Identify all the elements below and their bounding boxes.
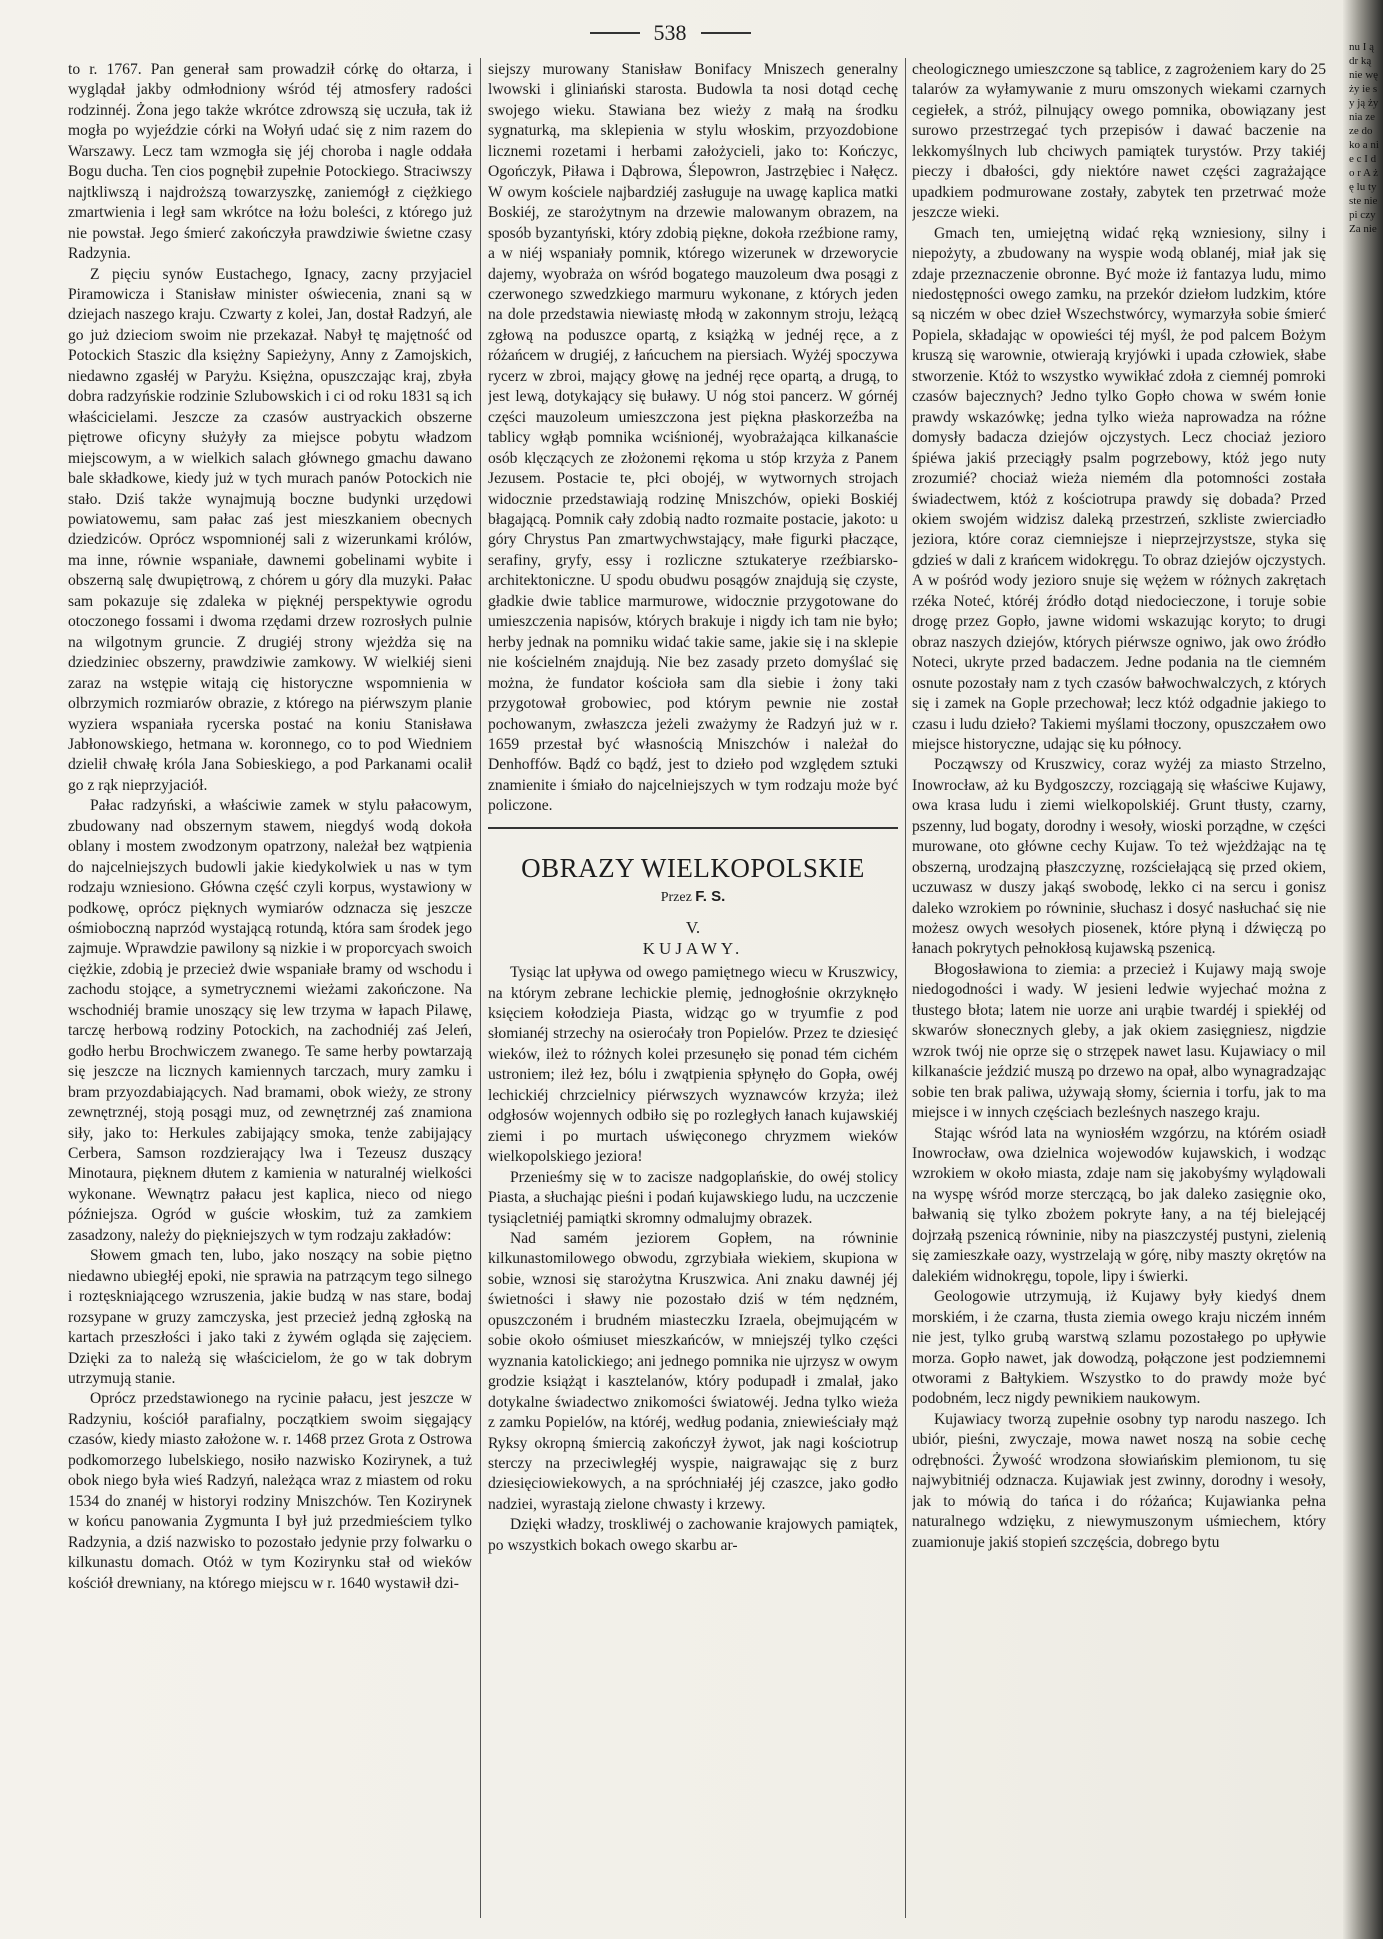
paragraph: Gmach ten, umiejętną widać ręką wzniesiony, silny i niepożyty, a zbudowany na wyspie wodą oblanéj, miał jak się zdaje przeznaczenie obronne. Być może iż fantazya ludu, mimo niedostępności owego zamku, na przekór dziełom ludzkim, które są niczém w obec dzieł Wszechstwórcy, wymarzyła sobie śmierć Popiela, składając w opowieści téj myśl, że pod palcem Bożym kruszą się warownie, otwierają kryjówki i upada człowiek, słabe stworzenie. Któż to wszystko wywikłać zdoła z ciemnéj pomroki czasów bajecznych? Jedno tylko Gopło chowa w swém łonie prawdy wskazówkę; jedna tylko wieża naprowadza na różne domysły badacza dziejów ojczystych. Lecz chociaż jezioro śpiéwa jakiś przeciągły psalm pogrzebowy, któż jego nuty zrozumié? chociaż wieża niemém dla potomności została świadectwem, któż z kościotrupa prawdy się dobada? Przed okiem swojém widzisz daleką przestrzeń, szkliste zwierciadło jeziora, które coraz ciemniejsze i nieprzejrzystsze, styka się gdzieś w dali z krańcem widokręgu. To obraz dziejów ojczystych. A w pośród wody jezioro snuje się wężem w różnych zakrętach rzéka Noteć, któréj źródło dotąd niedocieczone, i toruje sobie drogę przez Gopło, jawne widomi wskazując koryto; to drugi obraz naszych dziejów, których piérwsze ogniwo, jak owo źródło Noteci, ukryte przed badaczem. Jedne podania na tle ciemném osnute pozostały nam z tych czasów bałwochwalczych, z których się i zamek na Gople przechował; lecz któż odgadnie jakiego to czasu i ludu dzieło? Takiemi myślami tłoczony, opuszczałem owo miejsce historyczne, udając się ku północy. bbox=[912, 224, 1326, 753]
next-page-fragment: nu I ą dr ką nie wę ży ie sy ją ży nia ze ze do ko a nie c I do r A żę lu ty ste nie pi czy Za nie bbox=[1349, 41, 1379, 235]
paragraph: to r. 1767. Pan generał sam prowadził córkę do ołtarza, i wyglądał jakby odmłodniony wśród téj atmosfery radości rodzinnéj. Żona jego także wkrótce zdrowszą się uczuła, tak iż mogła po wyjeździe córki na Wołyń udać się z nim razem do Warszawy. Lecz tam wzmogła się jéj choroba i nagle oddała Bogu ducha. Ten cios pognębił zupełnie Potockiego. Straciwszy najtkliwszą i najdroższą towarzyszkę, zaniemógł z ciężkiego zmartwienia i legł sam wkrótce na łożu boleści, z którego już nie powstał. Jego śmierć zakończyła prawdziwie świetne czasy Radzynia. bbox=[68, 61, 472, 263]
column-divider bbox=[905, 58, 906, 1918]
page-binding-edge bbox=[1343, 0, 1383, 1939]
section-number: V. bbox=[685, 918, 701, 938]
column-1 bbox=[68, 60, 472, 1920]
header-rule-right bbox=[701, 32, 751, 34]
paragraph: Pałac radzyński, a właściwie zamek w stylu pałacowym, zbudowany nad obszernym stawem, niegdyś wodą dokoła oblany i mostem zwodzonym opatrzony, należał bez wątpienia do najcelniejszych budowli jakie kiedykolwiek u nas w tym rodzaju wzniesiono. Główna część czyli korpus, wystawiony w podkowę, oprócz pięknych wymiarów odznacza się jeszcze ośmioboczną naprzód wystającą rotundą, która sam środek jego zajmuje. Wprawdzie pawilony są nizkie i w proporcyach swoich ciężkie, zdobią je przecież dwie wspaniałe bramy od wschodu i zachodu stojące, a symetrycznemi wieżami zakończone. Na wschodniéj bramie unoszący się lew trzyma w łapach Pilawę, tarczę herbową rodziny Potockich, na zachodniéj zaś Jeleń, godło herbu Brochwiczem zwanego. Te same herby powtarzają się jeszcze na licznych kamiennych tarczach, mury zamku i bram przyozdabiających. Nad bramami, obok wieży, ze strony zewnętrznéj, stoją posągi muz, od zewnętrznéj zaś znamiona siły, jako to: Herkules zabijający smoka, tenże zabijający Cerbera, Samson rozdzierający lwa i Tezeusz duszący Minotaura, pięknem dłutem z kamienia w naturalnéj wielkości wykonane. Wewnątrz pałacu jest kaplica, nieco od niego późniejsza. Ogród w guście włoskim, tuż za zamkiem zasadzony, należy do piękniejszych w tym rodzaju zakładów: bbox=[68, 797, 472, 1244]
column-3 bbox=[912, 60, 1326, 1920]
byline-prefix: Przez bbox=[660, 889, 692, 905]
page-number: 538 bbox=[653, 20, 687, 45]
paragraph: cheologicznego umieszczone są tablice, z zagrożeniem kary do 25 talarów za wyłamywanie z muru omszonych wiekami czarnych cegiełek, a stróż, pilnujący owego pomnika, obowiązany jest surowo przestrzegać tych przepisów i dawać baczenie na lekkomyślnych lub chciwych pamiątek turystów. Przy takiéj pieczy i dbałości, gdy niektóre nawet części zagrażające upadkiem podmurowane zostały, zabytek ten przetrwać może jeszcze wieki. bbox=[912, 61, 1326, 222]
paragraph: Stając wśród lata na wyniosłém wzgórzu, na którém osiadł Inowrocław, owa dzielnica wojewodów kujawskich, i wodząc wzrokiem w około miasta, zdaje nam się jakobyśmy wylądowali na wyspę wśród morze sterczącą, bo jak daleko zasięgnie oko, bałwanią się tylko zbożem pokryte łany, a na téj bielejącéj dojrzałą pszenicą równinie, niby na piaszczystéj pustyni, zielenią się zamieszkałe oazy, wystrzelają w górę, niby maszty okrętów na dalekiém widnokręgu, topole, lipy i świerki. bbox=[912, 1124, 1326, 1285]
paragraph: Przenieśmy się w to zacisze nadgoplańskie, do owéj stolicy Piasta, a słuchając pieśni i podań kujawskiego ludu, na uczczenie tysiącletniéj pamiątki skromny odmalujmy obrazek. bbox=[488, 1168, 898, 1227]
article-separator bbox=[488, 827, 898, 829]
paragraph: Słowem gmach ten, lubo, jako noszący na sobie piętno niedawno ubiegłéj epoki, nie sprawia na patrzącym tego silnego i roztęskniającego wzruszenia, jakie budzą w nas stare, bodaj rozsypane w gruzy zamczyska, jest przecież jedną zgłoską na kartach przeszłości i jako taki z żywém ogląda się zajęciem. Dzięki za to należą się właścicielom, że go w tak dobrym utrzymują stanie. bbox=[68, 1247, 472, 1387]
header-rule-left bbox=[590, 32, 640, 34]
article-title: OBRAZY WIELKOPOLSKIE bbox=[521, 852, 865, 883]
column-2 bbox=[488, 60, 898, 1920]
article-byline bbox=[488, 887, 898, 908]
column-divider bbox=[480, 58, 481, 1918]
paragraph: Geologowie utrzymują, iż Kujawy były kiedyś dnem morskiém, i że czarna, tłusta ziemia owego kraju niczém inném nie jest, tylko grubą warstwą szlamu pozostałego po upływie morza. Gopło nawet, jak dowodzą, połączone jest podziemnemi otworami z Bałtykiem. Wszystko to do prawdy może być podobném, lecz nigdy pewnikiem naukowym. bbox=[912, 1288, 1326, 1408]
paragraph: Kujawiacy tworzą zupełnie osobny typ narodu naszego. Ich ubiór, pieśni, zwyczaje, mowa nawet noszą na sobie cechę odrębności. Żywość wrodzona słowiańskim plemionom, tu się najwybitniéj odznacza. Kujawiak jest zwinny, dorodny i wesoły, jak to mówią do tańca i do różańca; Kujawianka pełna naturalnego wdzięku, z niewymuszonym uśmiechem, który zuamionuje jakiś stopień szczęścia, dobrego bytu bbox=[912, 1410, 1326, 1551]
paragraph: Począwszy od Kruszwicy, coraz wyżéj za miasto Strzelno, Inowrocław, aż ku Bydgoszczy, rozciągają się właściwe Kujawy, owa krasa ludu i ziemi wielkopolskiéj. Grunt tłusty, czarny, pszenny, lud bogaty, dorodny i wesoły, wioski porządne, w części murowane, oto główne cechy Kujaw. To też wjeżdżając na tę obszerną, urodzajną płaszczyznę, rozściełającą się przed okiem, uczuwasz w duszy jakąś swobodę, lekko ci na sercu i gonisz daleko wzrokiem po równinie, słuchasz i dosyć nasłuchać się nie możesz owych wesołych piosenek, które płyną i dźwięczą po łanach pokrytych pełnokłosą kujawską pszenicą. bbox=[912, 756, 1326, 958]
paragraph: Tysiąc lat upływa od owego pamiętnego wiecu w Kruszwicy, na którym zebrane lechickie plemię, jednogłośnie okrzyknęło księciem kołodzieja Piasta, widząc go w tryumfie z pod słomianéj strzechy na osieroćały tron Popielów. Przez te dziesięć wieków, ileż to różnych kolei przesunęło się ponad tém cichém ustroniem; ileż łez, bólu i zwątpienia spłynęło do Gopła, owéj lechickiéj chrzcielnicy piérwszych wyznawców krzyża; ileż odgłosów wojennych odbiło się po rozległych łanach kujawskiéj ziemi i po murtach uświęconego chryzmem wieków wielkopolskiego jeziora! bbox=[488, 964, 898, 1166]
paragraph: Nad samém jeziorem Gopłem, na równinie kilkunastomilowego obwodu, zgrzybiała wiekiem, skupiona w sobie, wznosi się starożytna Kruszwica. Ani znaku dawnéj jéj świetności i sławy nie pozostało dziś w tém nędzném, opuszczoném i brudném miasteczku Izraela, obejmującém w sobie około ośmiuset mieszkańców, w mniejszéj tylko części wyznania katolickiego; ani jednego pomnika nie ujrzysz w owym grodzie książąt i kasztelanów, który podupadł i zmalał, jako dotykalne świadectwo znikomości światowéj. Jedna tylko wieża z zamku Popielów, na któréj, według podania, zniewieściały mąż Ryksy okropną śmiercią zakończył żywot, jak nagi kościotrup sterczy na przeciwległéj wyspie, naigrawając się z burz dziesięciowiekowych, a na spróchniałéj jéj czaszce, jako godło nadziei, wyrastają zielone chwasty i krzewy. bbox=[488, 1230, 898, 1513]
paragraph: siejszy murowany Stanisław Bonifacy Mniszech generalny lwowski i gliniański starosta. Budowla ta nosi dotąd cechę swojego wieku. Stawiana bez wieży z małą na środku sygnaturką, ma sklepienia w stylu włoskim, przyozdobione licznemi rozetami i herbami założycieli, jako to: Kończyc, Ogończyk, Piława i Dąbrowa, Ślepowron, Jastrzębiec i Nałęcz. W owym kościele najbardziéj zasługuje na uwagę kaplica matki Boskiéj, ze starożytnym na drzewie malowanym obrazem, na sposób byzantyński, który zdobią piękne, dokoła rzeźbione ramy, a w niéj wspaniały pomnik, którego wizerunek w drzeworycie dajemy, wyobraża on wśród bogatego mauzoleum dwa posągi z czerwonego szwedzkiego marmuru wykonane, z których jeden na dole przedstawia niewiastę młodą w zakonnym stroju, leżącą zgłową na poduszce opartą, z książką w jednéj ręce, a z różańcem w drugiéj, z łańcuchem na piersiach. Wyżéj spoczywa rycerz w zbroi, mający głowę na jednéj ręce opartą, a drugą, to jest lewą, dotykający się buławy. U nóg stoi pancerz. W górnéj części mauzoleum umieszczona jest piękna płaskorzeźba na tablicy wgłąb pomnika wciśnionéj, wyobrażająca kilkanaście osób klęczących ze złożonemi rękoma u stóp krzyża z Panem Jezusem. Postacie te, płci obojéj, w wytwornych strojach widocznie przedstawiają rodzinę Mniszchów, opieki Boskiéj błagającą. Pomnik cały zdobią nadto rozmaite postacie, jakoto: u góry Chrystus Pan zmartwychwstający, małe figurki płaczące, serafiny, gryfy, essy i rozliczne sztukaterye rzeźbiarsko-architektoniczne. U spodu obudwu posągów znajdują się czyste, gładkie dwie tablice marmurowe, widocznie przygotowane do umieszczenia napisów, których brakuje i nigdy ich tam nie było; herby jednak na pomniku widać takie same, jakie się i na sklepie nie kościelném znajdują. Nie bez zasady przeto domyślać się można, że fundator kościoła sam dla siebie i żony taki przygotował grobowiec, pod którym pewnie nie został pochowanym, zwłaszcza jeżeli zważymy że Radzyń już w r. 1659 przestał być własnością Mniszchów i należał do Denhoffów. Bądź co bądź, jest to dzieło pod względem sztuki znamienite i śmiało do najcelniejszych w tym rodzaju może być policzone. bbox=[488, 61, 898, 815]
paragraph: Dzięki władzy, troskliwéj o zachowanie krajowych pamiątek, po wszystkich bokach owego skarbu ar- bbox=[488, 1516, 898, 1554]
byline-author: F. S. bbox=[695, 887, 726, 905]
page-header bbox=[0, 18, 1340, 48]
paragraph: Oprócz przedstawionego na rycinie pałacu, jest jeszcze w Radzyniu, kościół parafialny, początkiem swoim sięgający czasów, kiedy miasto założone w. r. 1468 przez Grota z Ostrowa podkomorzego lubelskiego, nosiło nazwisko Kozirynek, a tuż obok niego była wieś Radzyń, należąca wraz z miastem od roku 1534 do znanéj w historyi rodziny Mniszchów. Ten Kozirynek w końcu panowania Zygmunta I był już przedmieściem tylko Radzynia, a dziś nazwisko to pozostało jedynie przy folwarku o kilkunastu domach. Otóż w tym Kozirynku stał od wieków kościół drewniany, na którego miejscu w r. 1640 wystawił dzi- bbox=[68, 1390, 472, 1592]
paragraph: Błogosławiona to ziemia: a przecież i Kujawy mają swoje niedogodności i wady. W jesieni ledwie wyjechać można z tłustego błota; latem nie uorze ani urąbie twardéj i spiekłéj od skwarów słonecznych gleby, a jak okiem zasięgniesz, nigdzie wzrok twój nie oprze się o strzępek nawet lasu. Kujawiacy o mil kilkanaście jeździć muszą po drzewo na opał, albo wynagradzając sobie ten brak paliwa, używają słomy, ściernia i torfu, jak to ma miejsce i w innych częściach bezleśnych naszego kraju. bbox=[912, 960, 1326, 1122]
paragraph: Z pięciu synów Eustachego, Ignacy, zacny przyjaciel Piramowicza i Stanisław minister oświecenia, znani są w dziejach naszego kraju. Czwarty z kolei, Jan, dostał Radzyń, ale go już dzieciom swoim nie przekazał. Nabył tę majętność od Potockich Staszic dla księżny Sapieżyny, Anny z Zamojskich, niedawno zgasłéj w Paryżu. Księżna, opuszczając kraj, zbyła dobra radzyńskie rodzinie Szlubowskich i ci od roku 1831 są ich właścicielami. Jeszcze za czasów austryackich obszerne piętrowe oficyny służyły za miejsce pobytu władzom miejscowym, a w wielkich salach głównego gmachu dawano bale składkowe, kiedy już w tych murach panów Potockich nie stało. Dziś także wynajmują boczne budynki urzędowi powiatowemu, sam pałac zaś jest mieszkaniem obecnych dziedziców. Oprócz wspomnionéj sali z wizerunkami królów, ma inne, równie wspaniałe, dawnemi gobelinami wybite i obszerną salę dwupiętrową, z chórem u góry dla muzyki. Pałac sam pokazuje się zdaleka w pięknéj perspektywie ogrodu otoczonego fossami i dwoma rzędami drzew rozrosłych pulnie na wilgotnym gruncie. Z drugiéj strony wjeżdża się na dziedziniec obszerny, prawdziwie zamkowy. W wielkiéj sieni zaraz na wstępie witają cię historyczne wspomnienia w olbrzymich rozmiarów obrazie, z którego na piérwszym planie wyziera wspaniała rycerska postać na koniu Stanisława Jabłonowskiego, hetmana w. koronnego, co to pod Wiedniem dzielił chwałę króla Jana Sobieskiego, a pod Parkanami ocalił go z rąk nieprzyjaciół. bbox=[68, 265, 472, 794]
section-title: KUJAWY. bbox=[642, 938, 744, 958]
